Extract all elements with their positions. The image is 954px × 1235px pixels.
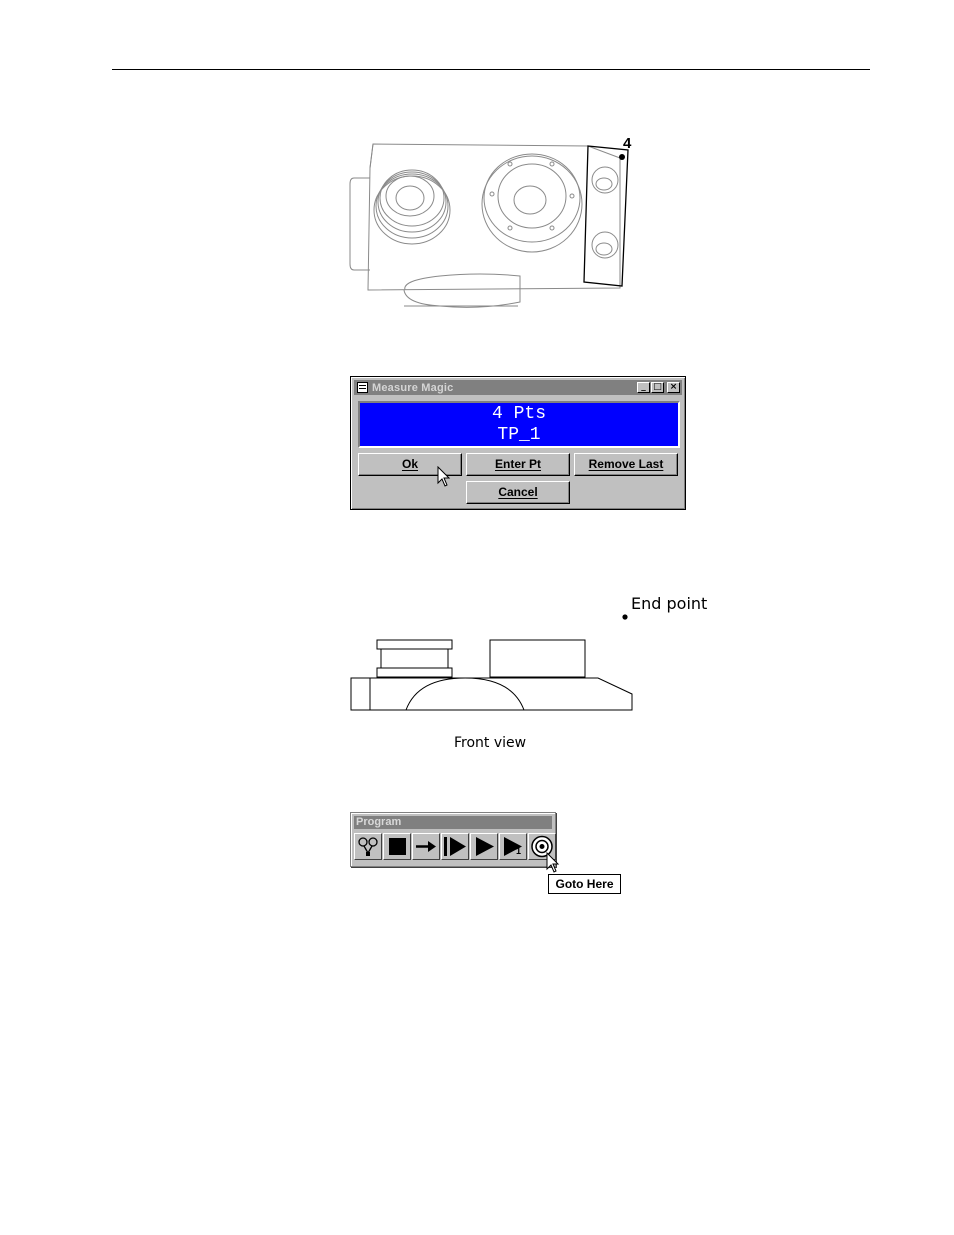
point-count-label: 4 <box>623 135 632 152</box>
minimize-icon[interactable]: _ <box>637 382 650 393</box>
cancel-button[interactable]: Cancel <box>466 481 570 504</box>
front-view-figure <box>348 590 718 715</box>
part-isometric-figure <box>340 130 640 315</box>
points-display <box>358 401 680 448</box>
stop-button[interactable] <box>383 833 411 860</box>
goto-here-tooltip: Goto Here <box>548 874 621 894</box>
measure-magic-dialog <box>350 376 686 510</box>
points-count-text: 4 Pts <box>491 404 546 424</box>
end-point-marker <box>622 614 627 619</box>
run-from-start-icon <box>442 834 468 859</box>
stop-icon <box>384 834 410 859</box>
end-point-label: End point <box>631 594 708 613</box>
dialog-titlebar[interactable] <box>354 380 682 395</box>
dialog-title: Measure Magic <box>372 381 454 394</box>
step-badge: 1 <box>516 846 522 856</box>
remove-last-button[interactable]: Remove Last <box>574 453 678 476</box>
nodes-icon <box>355 834 381 859</box>
measured-point-marker <box>619 154 625 160</box>
mouse-cursor-icon <box>546 852 560 874</box>
program-toolbar <box>350 812 556 867</box>
run-icon <box>471 834 497 859</box>
front-view-caption: Front view <box>454 735 527 751</box>
feature-name-text: TP_1 <box>497 425 541 445</box>
step-arrow-icon <box>413 834 439 859</box>
close-icon[interactable]: × <box>667 382 680 393</box>
run-to-icon <box>500 834 526 859</box>
nodes-button[interactable] <box>354 833 382 860</box>
ok-button[interactable]: Ok <box>358 453 462 476</box>
run-to-button[interactable] <box>499 833 527 860</box>
step-button[interactable] <box>412 833 440 860</box>
run-from-start-button[interactable] <box>441 833 469 860</box>
run-button[interactable] <box>470 833 498 860</box>
enter-pt-button[interactable]: Enter Pt <box>466 453 570 476</box>
mouse-cursor-icon <box>437 466 451 488</box>
maximize-icon[interactable]: □ <box>651 382 664 393</box>
header-rule <box>112 69 870 70</box>
program-toolbar-title[interactable]: Program <box>354 816 552 829</box>
window-menu-icon[interactable] <box>357 382 368 393</box>
